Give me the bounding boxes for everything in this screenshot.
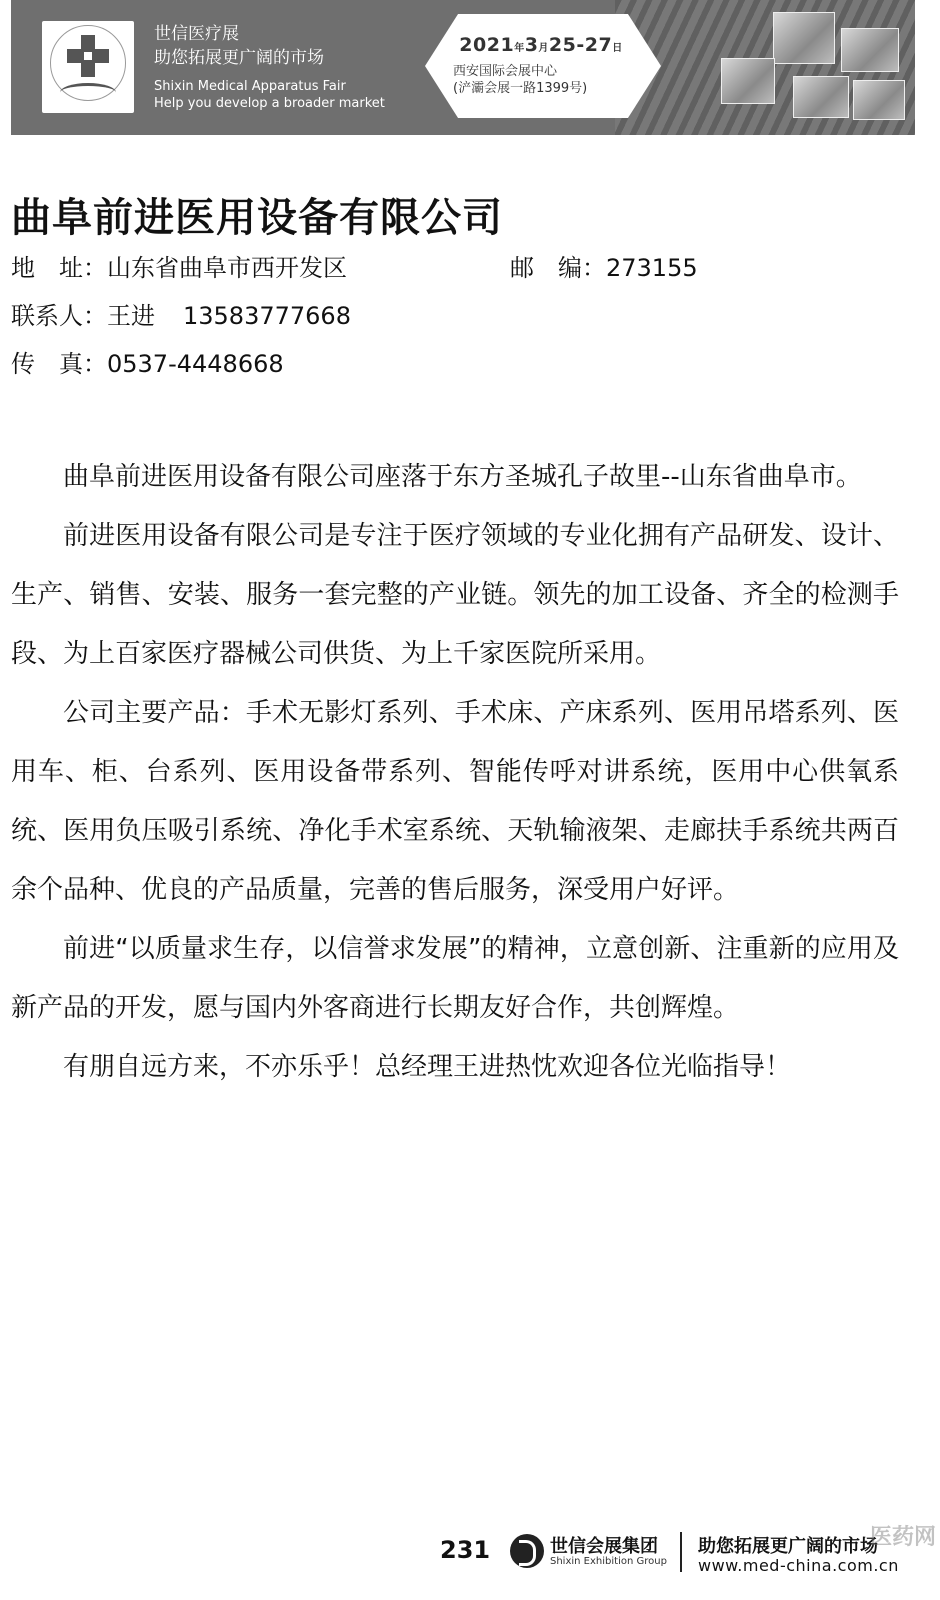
address-value: 山东省曲阜市西开发区 [107,254,347,282]
postcode-label: 邮 编： [510,254,606,282]
footer-url: www.med-china.com.cn [698,1556,899,1575]
banner-title-en: Shixin Medical Apparatus Fair [154,79,346,94]
watermark: 医药网 [869,1525,936,1550]
product-photo [773,12,835,64]
banner-slogan-en: Help you develop a broader market [154,96,385,111]
banner-en-text [154,78,385,112]
fair-venue [441,63,641,97]
page-footer [0,1528,940,1588]
group-name-en: Shixin Exhibition Group [550,1556,667,1567]
page-number: 231 [440,1536,491,1564]
product-photos [711,10,911,125]
contact-name: 王进 [107,302,155,330]
group-name-cn: 世信会展集团 [550,1536,658,1557]
fax-line [11,344,284,379]
shixin-group-logo-icon [510,1534,544,1568]
product-photo [853,80,905,120]
banner-title-cn: 世信医疗展 [154,24,239,44]
paragraph-products: 公司主要产品：手术无影灯系列、手术床、产床系列、医用吊塔系列、医用车、柜、台系列、医用设备带系列、智能传呼对讲系统，医用中心供氧系统、医用负压吸引系统、净化手术室系统、天轨输液架、走廊扶手系统共两百余个品种、优良的产品质量，完善的售后服务，深受用户好评。 [11,698,899,905]
address-line [11,248,347,283]
paragraph-philosophy: 前进“以质量求生存，以信誉求发展”的精神，立意创新、注重新的应用及新产品的开发，愿与国内外客商进行长期友好合作，共创辉煌。 [11,934,899,1023]
postcode-value: 273155 [606,254,698,282]
fax-label: 传 真： [11,350,107,378]
fax-value: 0537-4448668 [107,350,284,378]
postcode-line [510,248,698,283]
contact-label: 联系人： [11,302,107,330]
contact-line [11,296,351,331]
banner-cn-text [154,22,324,70]
paragraph-location: 曲阜前进医用设备有限公司座落于东方圣城孔子故里--山东省曲阜市。 [63,462,862,492]
address-label: 地 址： [11,254,107,282]
fair-logo [42,21,134,113]
company-description [11,448,899,1097]
footer-divider [680,1532,682,1572]
company-name: 曲阜前进医用设备有限公司 [11,195,503,241]
product-photo [721,58,775,104]
header-banner [11,0,915,135]
fair-date: 2021年3月25-27日 [459,34,623,56]
paragraph-welcome: 有朋自远方来，不亦乐乎！总经理王进热忱欢迎各位光临指导！ [63,1052,792,1082]
medical-cross-icon [67,35,109,77]
paragraph-overview: 前进医用设备有限公司是专注于医疗领域的专业化拥有产品研发、设计、生产、销售、安装、服务一套完整的产业链。领先的加工设备、齐全的检测手段、为上百家医疗器械公司供货、为上千家医院所采用。 [11,521,899,669]
venue-address: (浐灞会展一路1399号) [453,81,588,96]
product-photo [841,28,899,72]
footer-slogan: 助您拓展更广阔的市场 [698,1536,878,1557]
venue-name: 西安国际会展中心 [453,64,558,79]
book-wing-icon [60,83,116,102]
contact-phone: 13583777668 [183,302,351,330]
product-photo [793,76,849,118]
banner-slogan-cn: 助您拓展更广阔的市场 [154,48,324,68]
